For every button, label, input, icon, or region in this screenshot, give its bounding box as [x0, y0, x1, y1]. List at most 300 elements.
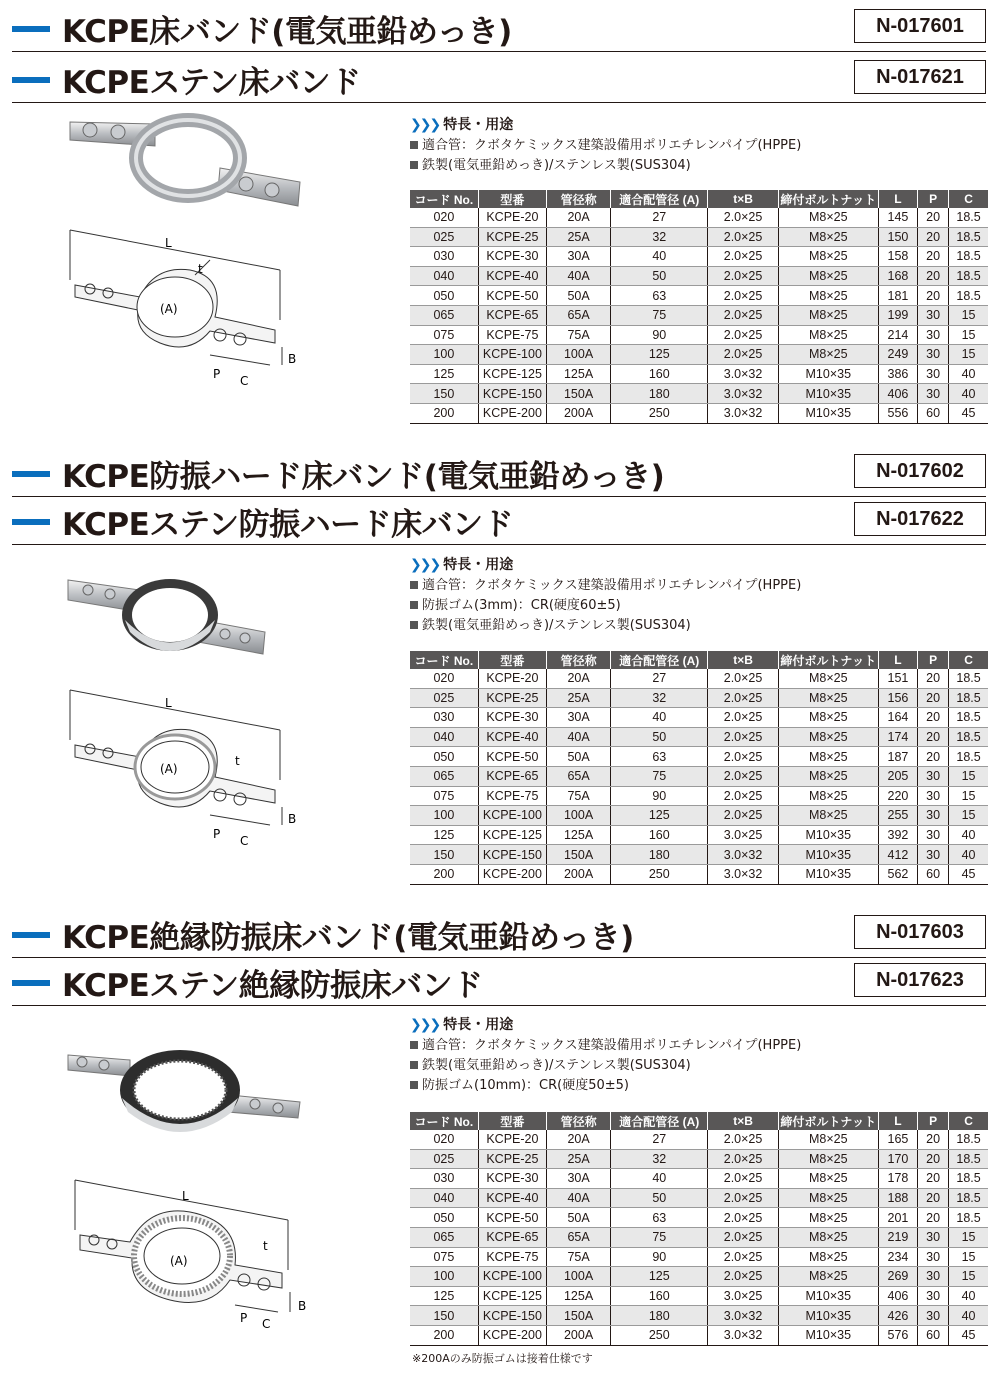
table-cell: 412	[878, 845, 917, 865]
section2-title-row-2	[0, 497, 1000, 541]
table-cell: KCPE-200	[478, 1325, 546, 1345]
table-cell: KCPE-100	[478, 345, 546, 365]
diagram-label-A: (A)	[160, 302, 178, 316]
table-cell: 20	[918, 286, 949, 306]
table-cell: M8×25	[778, 325, 878, 345]
table-cell: KCPE-125	[478, 364, 546, 384]
table-cell: 40A	[547, 727, 611, 747]
diagram-label-L: L	[165, 696, 172, 710]
table-cell: 200A	[547, 403, 611, 423]
table-cell: 2.0×25	[708, 1149, 778, 1169]
table-cell: 100	[410, 345, 478, 365]
diagram-label-t: t	[235, 754, 240, 768]
table-cell: 20	[918, 227, 949, 247]
table-row	[410, 708, 988, 728]
table-cell: 30	[918, 1227, 949, 1247]
features-heading: ❯❯❯ 特長・用途	[410, 557, 514, 573]
table-cell: 45	[949, 403, 988, 423]
table-cell: 50	[611, 266, 708, 286]
table-cell: KCPE-125	[478, 825, 546, 845]
diagram-label-A: (A)	[160, 762, 178, 776]
table-cell: 15	[949, 1267, 988, 1287]
table-cell: 20	[918, 1188, 949, 1208]
table-cell: M10×35	[778, 1325, 878, 1345]
table-cell: 18.5	[949, 1208, 988, 1228]
table-cell: 250	[611, 403, 708, 423]
table-cell: M8×25	[778, 345, 878, 365]
table-row	[410, 345, 988, 365]
table-cell: 15	[949, 305, 988, 325]
table-cell: 30	[918, 325, 949, 345]
table-cell: M8×25	[778, 727, 878, 747]
table-cell: KCPE-65	[478, 1227, 546, 1247]
table-cell: 20	[918, 727, 949, 747]
column-header: C	[949, 190, 988, 208]
product-title: KCPE防振ハード床バンド(電気亜鉛めっき)	[62, 459, 665, 495]
table-cell: M8×25	[778, 247, 878, 267]
table-cell: M10×35	[778, 845, 878, 865]
table-cell: 30A	[547, 708, 611, 728]
table-cell: 205	[878, 766, 917, 786]
table-cell: KCPE-25	[478, 688, 546, 708]
diagram-label-t: t	[263, 1239, 268, 1253]
table-cell: 2.0×25	[708, 266, 778, 286]
table-cell: 160	[611, 825, 708, 845]
table-cell: M10×35	[778, 403, 878, 423]
table-cell: 050	[410, 1208, 478, 1228]
diagram-label-C: C	[262, 1317, 271, 1331]
table-cell: 2.0×25	[708, 247, 778, 267]
table-cell: 426	[878, 1306, 917, 1326]
table-cell: 63	[611, 286, 708, 306]
table-row	[410, 806, 988, 826]
table-cell: 250	[611, 864, 708, 884]
column-header: 型番	[478, 190, 546, 208]
table-cell: 30	[918, 766, 949, 786]
table-row	[410, 669, 988, 688]
table-cell: KCPE-20	[478, 1130, 546, 1149]
feature-item: 適合管：クボタケミックス建築設備用ポリエチレンパイプ(HPPE)	[410, 136, 990, 156]
table-cell: 020	[410, 1130, 478, 1149]
table-cell: 020	[410, 208, 478, 227]
title-divider	[12, 544, 986, 545]
bullet-square-icon	[410, 1041, 418, 1049]
feature-item: 鉄製(電気亜鉛めっき)/ステンレス製(SUS304)	[410, 616, 990, 636]
table-cell: 50A	[547, 1208, 611, 1228]
table-cell: KCPE-150	[478, 384, 546, 404]
table-cell: 150	[410, 384, 478, 404]
dimension-diagram	[60, 1170, 310, 1345]
table-cell: 90	[611, 786, 708, 806]
column-header: L	[878, 190, 917, 208]
table-row	[410, 1267, 988, 1287]
table-cell: 100A	[547, 1267, 611, 1287]
chevrons-icon: ❯❯❯	[410, 117, 440, 133]
feature-item: 鉄製(電気亜鉛めっき)/ステンレス製(SUS304)	[410, 156, 990, 176]
table-cell: M10×35	[778, 1286, 878, 1306]
table-cell: 050	[410, 286, 478, 306]
diagram-label-B: B	[298, 1299, 307, 1313]
product-code-badge: N-017622	[854, 502, 986, 536]
table-cell: KCPE-200	[478, 403, 546, 423]
table-cell: 075	[410, 325, 478, 345]
bullet-square-icon	[410, 1081, 418, 1089]
table-cell: 075	[410, 786, 478, 806]
table-cell: KCPE-40	[478, 266, 546, 286]
table-row	[410, 727, 988, 747]
diagram-label-A: (A)	[170, 1254, 188, 1268]
table-cell: 040	[410, 266, 478, 286]
table-cell: 2.0×25	[708, 1267, 778, 1287]
table-cell: M10×35	[778, 825, 878, 845]
table-row	[410, 688, 988, 708]
table-cell: 100A	[547, 345, 611, 365]
table-cell: 219	[878, 1227, 917, 1247]
table-cell: 30	[918, 806, 949, 826]
table-cell: 2.0×25	[708, 345, 778, 365]
table-cell: 269	[878, 1267, 917, 1287]
table-cell: 40	[949, 1286, 988, 1306]
table-cell: 32	[611, 1149, 708, 1169]
table-cell: 60	[918, 864, 949, 884]
table-cell: 15	[949, 325, 988, 345]
table-cell: KCPE-50	[478, 1208, 546, 1228]
table-cell: 20	[918, 1208, 949, 1228]
table-cell: KCPE-40	[478, 727, 546, 747]
table-cell: 30	[918, 1247, 949, 1267]
column-header: 管径称	[547, 651, 611, 669]
table-cell: M8×25	[778, 688, 878, 708]
table-cell: 187	[878, 747, 917, 767]
table-cell: M8×25	[778, 669, 878, 688]
section3-title-row-1	[0, 910, 1000, 954]
table-cell: KCPE-20	[478, 208, 546, 227]
table-cell: 145	[878, 208, 917, 227]
table-cell: 125	[410, 1286, 478, 1306]
spec-table	[410, 1112, 988, 1346]
table-cell: 030	[410, 1169, 478, 1189]
table-cell: M8×25	[778, 766, 878, 786]
table-cell: KCPE-30	[478, 247, 546, 267]
table-cell: 150A	[547, 1306, 611, 1326]
table-cell: 576	[878, 1325, 917, 1345]
table-cell: 40	[949, 845, 988, 865]
table-cell: M8×25	[778, 286, 878, 306]
table-cell: 20	[918, 247, 949, 267]
column-header: コード No.	[410, 651, 478, 669]
table-cell: M8×25	[778, 1188, 878, 1208]
table-cell: 2.0×25	[708, 766, 778, 786]
table-cell: 20A	[547, 1130, 611, 1149]
table-cell: M8×25	[778, 1169, 878, 1189]
table-cell: 3.0×25	[708, 825, 778, 845]
diagram-label-P: P	[213, 367, 221, 381]
table-cell: 75A	[547, 1247, 611, 1267]
table-row	[410, 247, 988, 267]
features-block	[410, 554, 990, 636]
column-header: L	[878, 1112, 917, 1130]
table-cell: 201	[878, 1208, 917, 1228]
table-cell: 562	[878, 864, 917, 884]
column-header: 締付ボルトナット	[778, 1112, 878, 1130]
table-cell: 40	[949, 364, 988, 384]
table-cell: 18.5	[949, 1130, 988, 1149]
dimension-diagram	[60, 685, 310, 860]
column-header: 適合配管径 (A)	[611, 1112, 708, 1130]
table-cell: 18.5	[949, 286, 988, 306]
product-photo-vibration-band	[60, 570, 280, 670]
table-cell: 2.0×25	[708, 305, 778, 325]
table-cell: 125	[410, 825, 478, 845]
table-cell: 125A	[547, 825, 611, 845]
diagram-label-L: L	[182, 1189, 189, 1203]
table-cell: M8×25	[778, 1227, 878, 1247]
section1-title-row-1	[0, 4, 1000, 48]
table-cell: M8×25	[778, 266, 878, 286]
table-row	[410, 403, 988, 423]
table-cell: 65A	[547, 766, 611, 786]
table-cell: 150	[410, 845, 478, 865]
table-cell: 18.5	[949, 227, 988, 247]
table-cell: 20	[918, 1130, 949, 1149]
table-cell: 40	[611, 247, 708, 267]
table-cell: 3.0×32	[708, 1325, 778, 1345]
table-cell: 45	[949, 864, 988, 884]
bullet-square-icon	[410, 161, 418, 169]
table-row	[410, 747, 988, 767]
table-cell: 200	[410, 403, 478, 423]
feature-item: 防振ゴム(3mm)：CR(硬度60±5)	[410, 596, 990, 616]
table-cell: 20	[918, 747, 949, 767]
title-divider	[12, 102, 986, 103]
diagram-label-C: C	[240, 374, 249, 388]
table-cell: 125A	[547, 1286, 611, 1306]
product-title: KCPEステン床バンド	[62, 65, 361, 101]
table-cell: KCPE-75	[478, 1247, 546, 1267]
table-cell: 30A	[547, 1169, 611, 1189]
table-row	[410, 1247, 988, 1267]
table-cell: 40A	[547, 266, 611, 286]
table-cell: M8×25	[778, 786, 878, 806]
table-cell: 2.0×25	[708, 1130, 778, 1149]
product-title: KCPEステン絶縁防振床バンド	[62, 968, 483, 1004]
table-cell: M8×25	[778, 1149, 878, 1169]
spec-table	[410, 190, 988, 424]
table-cell: 30	[918, 1306, 949, 1326]
table-row	[410, 786, 988, 806]
table-cell: 2.0×25	[708, 1169, 778, 1189]
table-cell: 220	[878, 786, 917, 806]
table-cell: 60	[918, 403, 949, 423]
table-cell: 20A	[547, 669, 611, 688]
table-cell: 15	[949, 786, 988, 806]
table-cell: 63	[611, 1208, 708, 1228]
footnote: ※200Aのみ防振ゴムは接着仕様です	[412, 1352, 593, 1365]
column-header: 適合配管径 (A)	[611, 190, 708, 208]
table-row	[410, 766, 988, 786]
table-row	[410, 1169, 988, 1189]
table-row	[410, 1227, 988, 1247]
table-cell: 63	[611, 747, 708, 767]
diagram-label-C: C	[240, 834, 249, 848]
table-cell: 18.5	[949, 1149, 988, 1169]
table-cell: 214	[878, 325, 917, 345]
table-cell: 90	[611, 1247, 708, 1267]
table-cell: 125	[611, 806, 708, 826]
table-cell: 30A	[547, 247, 611, 267]
column-header: t×B	[708, 651, 778, 669]
table-cell: 2.0×25	[708, 727, 778, 747]
table-cell: 2.0×25	[708, 1227, 778, 1247]
table-cell: 030	[410, 708, 478, 728]
table-cell: 100	[410, 1267, 478, 1287]
table-cell: 75A	[547, 325, 611, 345]
title-accent-bar	[12, 77, 50, 83]
section1-title-row-2	[0, 55, 1000, 99]
table-cell: 065	[410, 1227, 478, 1247]
table-cell: 2.0×25	[708, 227, 778, 247]
diagram-label-B: B	[288, 352, 297, 366]
column-header: 型番	[478, 651, 546, 669]
table-cell: 156	[878, 688, 917, 708]
table-cell: 2.0×25	[708, 688, 778, 708]
table-cell: 32	[611, 688, 708, 708]
table-cell: 125	[410, 364, 478, 384]
column-header: P	[918, 1112, 949, 1130]
table-cell: 40	[611, 1169, 708, 1189]
feature-item: 適合管：クボタケミックス建築設備用ポリエチレンパイプ(HPPE)	[410, 576, 990, 596]
table-cell: 3.0×32	[708, 1306, 778, 1326]
table-cell: 030	[410, 247, 478, 267]
table-cell: 020	[410, 669, 478, 688]
table-cell: 100	[410, 806, 478, 826]
table-cell: M10×35	[778, 864, 878, 884]
features-heading: ❯❯❯ 特長・用途	[410, 1017, 514, 1033]
table-cell: 188	[878, 1188, 917, 1208]
table-cell: 75	[611, 766, 708, 786]
product-code-badge: N-017601	[854, 9, 986, 43]
product-title: KCPEステン防振ハード床バンド	[62, 507, 514, 543]
table-cell: 18.5	[949, 1188, 988, 1208]
table-cell: 30	[918, 845, 949, 865]
table-cell: KCPE-25	[478, 227, 546, 247]
table-cell: 249	[878, 345, 917, 365]
table-cell: KCPE-200	[478, 864, 546, 884]
table-cell: 27	[611, 208, 708, 227]
table-cell: 125A	[547, 364, 611, 384]
table-cell: 2.0×25	[708, 1247, 778, 1267]
table-cell: 50A	[547, 747, 611, 767]
table-row	[410, 1208, 988, 1228]
table-row	[410, 227, 988, 247]
table-cell: 165	[878, 1130, 917, 1149]
features-block	[410, 1014, 990, 1096]
table-cell: 20	[918, 266, 949, 286]
product-code-badge: N-017623	[854, 963, 986, 997]
table-cell: 025	[410, 688, 478, 708]
title-accent-bar	[12, 932, 50, 938]
table-cell: 168	[878, 266, 917, 286]
column-header: コード No.	[410, 190, 478, 208]
table-cell: 18.5	[949, 266, 988, 286]
column-header: t×B	[708, 190, 778, 208]
table-cell: 3.0×25	[708, 1286, 778, 1306]
table-cell: 27	[611, 1130, 708, 1149]
product-title: KCPE床バンド(電気亜鉛めっき)	[62, 14, 512, 50]
table-cell: 32	[611, 227, 708, 247]
table-cell: M10×35	[778, 1306, 878, 1326]
table-header-row	[410, 1112, 988, 1130]
table-cell: 234	[878, 1247, 917, 1267]
table-cell: KCPE-50	[478, 286, 546, 306]
table-cell: 50A	[547, 286, 611, 306]
table-cell: M8×25	[778, 227, 878, 247]
table-cell: KCPE-30	[478, 1169, 546, 1189]
bullet-square-icon	[410, 581, 418, 589]
product-code-badge: N-017602	[854, 454, 986, 488]
table-cell: 75	[611, 1227, 708, 1247]
table-cell: 164	[878, 708, 917, 728]
table-cell: 3.0×32	[708, 364, 778, 384]
table-row	[410, 1286, 988, 1306]
table-cell: 556	[878, 403, 917, 423]
table-header-row	[410, 651, 988, 669]
table-cell: 170	[878, 1149, 917, 1169]
table-cell: 200A	[547, 1325, 611, 1345]
column-header: 管径称	[547, 190, 611, 208]
table-cell: 160	[611, 1286, 708, 1306]
table-cell: 40	[949, 825, 988, 845]
table-cell: 25A	[547, 227, 611, 247]
spec-table	[410, 651, 988, 885]
product-photo-insulated-band	[60, 1040, 310, 1150]
table-cell: KCPE-75	[478, 325, 546, 345]
table-row	[410, 1306, 988, 1326]
column-header: 型番	[478, 1112, 546, 1130]
features-block	[410, 114, 990, 176]
table-cell: 2.0×25	[708, 669, 778, 688]
bullet-square-icon	[410, 621, 418, 629]
title-accent-bar	[12, 980, 50, 986]
table-cell: M8×25	[778, 708, 878, 728]
table-cell: KCPE-150	[478, 845, 546, 865]
section2-title-row-1	[0, 449, 1000, 493]
chevrons-icon: ❯❯❯	[410, 557, 440, 573]
table-cell: 406	[878, 384, 917, 404]
table-row	[410, 1130, 988, 1149]
table-cell: 065	[410, 305, 478, 325]
table-cell: 30	[918, 1286, 949, 1306]
table-cell: KCPE-30	[478, 708, 546, 728]
table-cell: 406	[878, 1286, 917, 1306]
table-cell: 2.0×25	[708, 806, 778, 826]
feature-item: 鉄製(電気亜鉛めっき)/ステンレス製(SUS304)	[410, 1056, 990, 1076]
table-cell: 2.0×25	[708, 325, 778, 345]
table-cell: 18.5	[949, 669, 988, 688]
table-cell: 90	[611, 325, 708, 345]
table-cell: 25A	[547, 688, 611, 708]
table-cell: M10×35	[778, 364, 878, 384]
table-cell: KCPE-125	[478, 1286, 546, 1306]
title-accent-bar	[12, 519, 50, 525]
title-accent-bar	[12, 471, 50, 477]
table-cell: KCPE-50	[478, 747, 546, 767]
table-cell: 30	[918, 786, 949, 806]
diagram-label-L: L	[165, 236, 172, 250]
table-row	[410, 364, 988, 384]
table-cell: M8×25	[778, 747, 878, 767]
table-cell: 20	[918, 208, 949, 227]
